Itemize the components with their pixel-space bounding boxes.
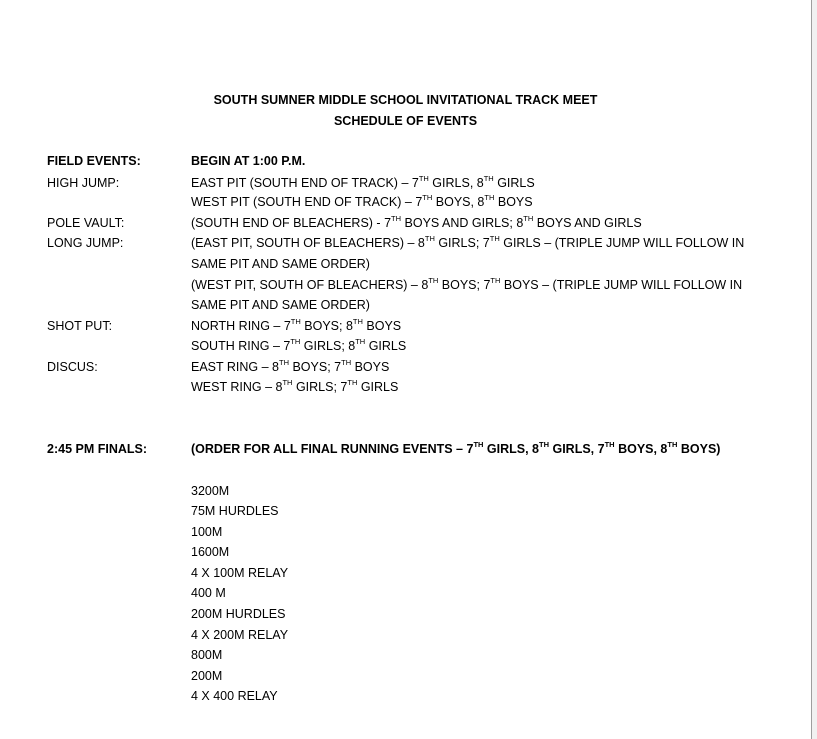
running-event-label: 75M HURDLES <box>191 504 279 518</box>
running-event-item <box>0 666 811 686</box>
running-event-label: 4 X 400 RELAY <box>191 689 278 703</box>
running-event-item <box>0 563 811 583</box>
field-events-row <box>0 151 811 171</box>
shot-put-label: SHOT PUT: <box>47 319 113 333</box>
high-jump-row-2 <box>0 192 811 212</box>
running-event-label: 3200M <box>191 484 230 498</box>
running-event-label: 100M <box>191 525 223 539</box>
running-event-label: 800M <box>191 648 223 662</box>
long-jump-east-continued: SAME PIT AND SAME ORDER) <box>191 257 370 271</box>
long-jump-row <box>0 233 811 253</box>
high-jump-east-pit: EAST PIT (SOUTH END OF TRACK) – 7TH GIRLS, 8TH GIRLS <box>191 173 535 190</box>
shot-put-north-ring: NORTH RING – 7TH BOYS; 8TH BOYS <box>191 316 402 333</box>
long-jump-label: LONG JUMP: <box>47 236 124 250</box>
shot-put-south-ring: SOUTH RING – 7TH GIRLS; 8TH GIRLS <box>191 336 407 353</box>
high-jump-label: HIGH JUMP: <box>47 176 120 190</box>
discus-row-2 <box>0 377 811 397</box>
page-gutter <box>812 0 817 739</box>
running-event-label: 4 X 200M RELAY <box>191 628 289 642</box>
long-jump-west-pit: (WEST PIT, SOUTH OF BLEACHERS) – 8TH BOYS; 7TH BOYS – (TRIPLE JUMP WILL FOLLOW IN <box>191 275 743 292</box>
running-event-item <box>0 604 811 624</box>
running-event-label: 400 M <box>191 586 226 600</box>
high-jump-row <box>0 173 811 193</box>
running-event-item <box>0 522 811 542</box>
running-event-label: 200M <box>191 669 223 683</box>
field-events-label: FIELD EVENTS: <box>47 154 141 168</box>
document-subtitle: SCHEDULE OF EVENTS <box>333 114 478 128</box>
long-jump-row-4 <box>0 295 811 315</box>
discus-east-ring: EAST RING – 8TH BOYS; 7TH BOYS <box>191 357 390 374</box>
running-event-label: 1600M <box>191 545 230 559</box>
running-event-item <box>0 645 811 665</box>
shot-put-row-2 <box>0 336 811 356</box>
finals-label: 2:45 PM FINALS: <box>47 442 148 456</box>
discus-label: DISCUS: <box>47 360 98 374</box>
long-jump-west-continued: SAME PIT AND SAME ORDER) <box>191 298 370 312</box>
document-title: SOUTH SUMNER MIDDLE SCHOOL INVITATIONAL TRACK MEET <box>213 93 598 107</box>
running-event-item <box>0 501 811 521</box>
pole-vault-row <box>0 213 811 233</box>
running-event-item <box>0 583 811 603</box>
long-jump-east-pit: (EAST PIT, SOUTH OF BLEACHERS) – 8TH GIRLS; 7TH GIRLS – (TRIPLE JUMP WILL FOLLOW IN <box>191 233 745 250</box>
long-jump-row-3 <box>0 275 811 295</box>
running-event-label: 200M HURDLES <box>191 607 286 621</box>
running-event-item <box>0 625 811 645</box>
running-event-item <box>0 542 811 562</box>
finals-order: (ORDER FOR ALL FINAL RUNNING EVENTS – 7TH GIRLS, 8TH GIRLS, 7TH BOYS, 8TH BOYS) <box>191 439 721 456</box>
high-jump-west-pit: WEST PIT (SOUTH END OF TRACK) – 7TH BOYS, 8TH BOYS <box>191 192 533 209</box>
field-events-begin-time: BEGIN AT 1:00 P.M. <box>191 154 306 168</box>
discus-west-ring: WEST RING – 8TH GIRLS; 7TH GIRLS <box>191 377 399 394</box>
pole-vault-label: POLE VAULT: <box>47 216 125 230</box>
discus-row <box>0 357 811 377</box>
finals-row <box>0 439 811 459</box>
running-event-item <box>0 481 811 501</box>
running-event-label: 4 X 100M RELAY <box>191 566 289 580</box>
running-event-item <box>0 686 811 706</box>
pole-vault-location: (SOUTH END OF BLEACHERS) - 7TH BOYS AND GIRLS; 8TH BOYS AND GIRLS <box>191 213 642 230</box>
long-jump-row-2 <box>0 254 811 274</box>
shot-put-row <box>0 316 811 336</box>
